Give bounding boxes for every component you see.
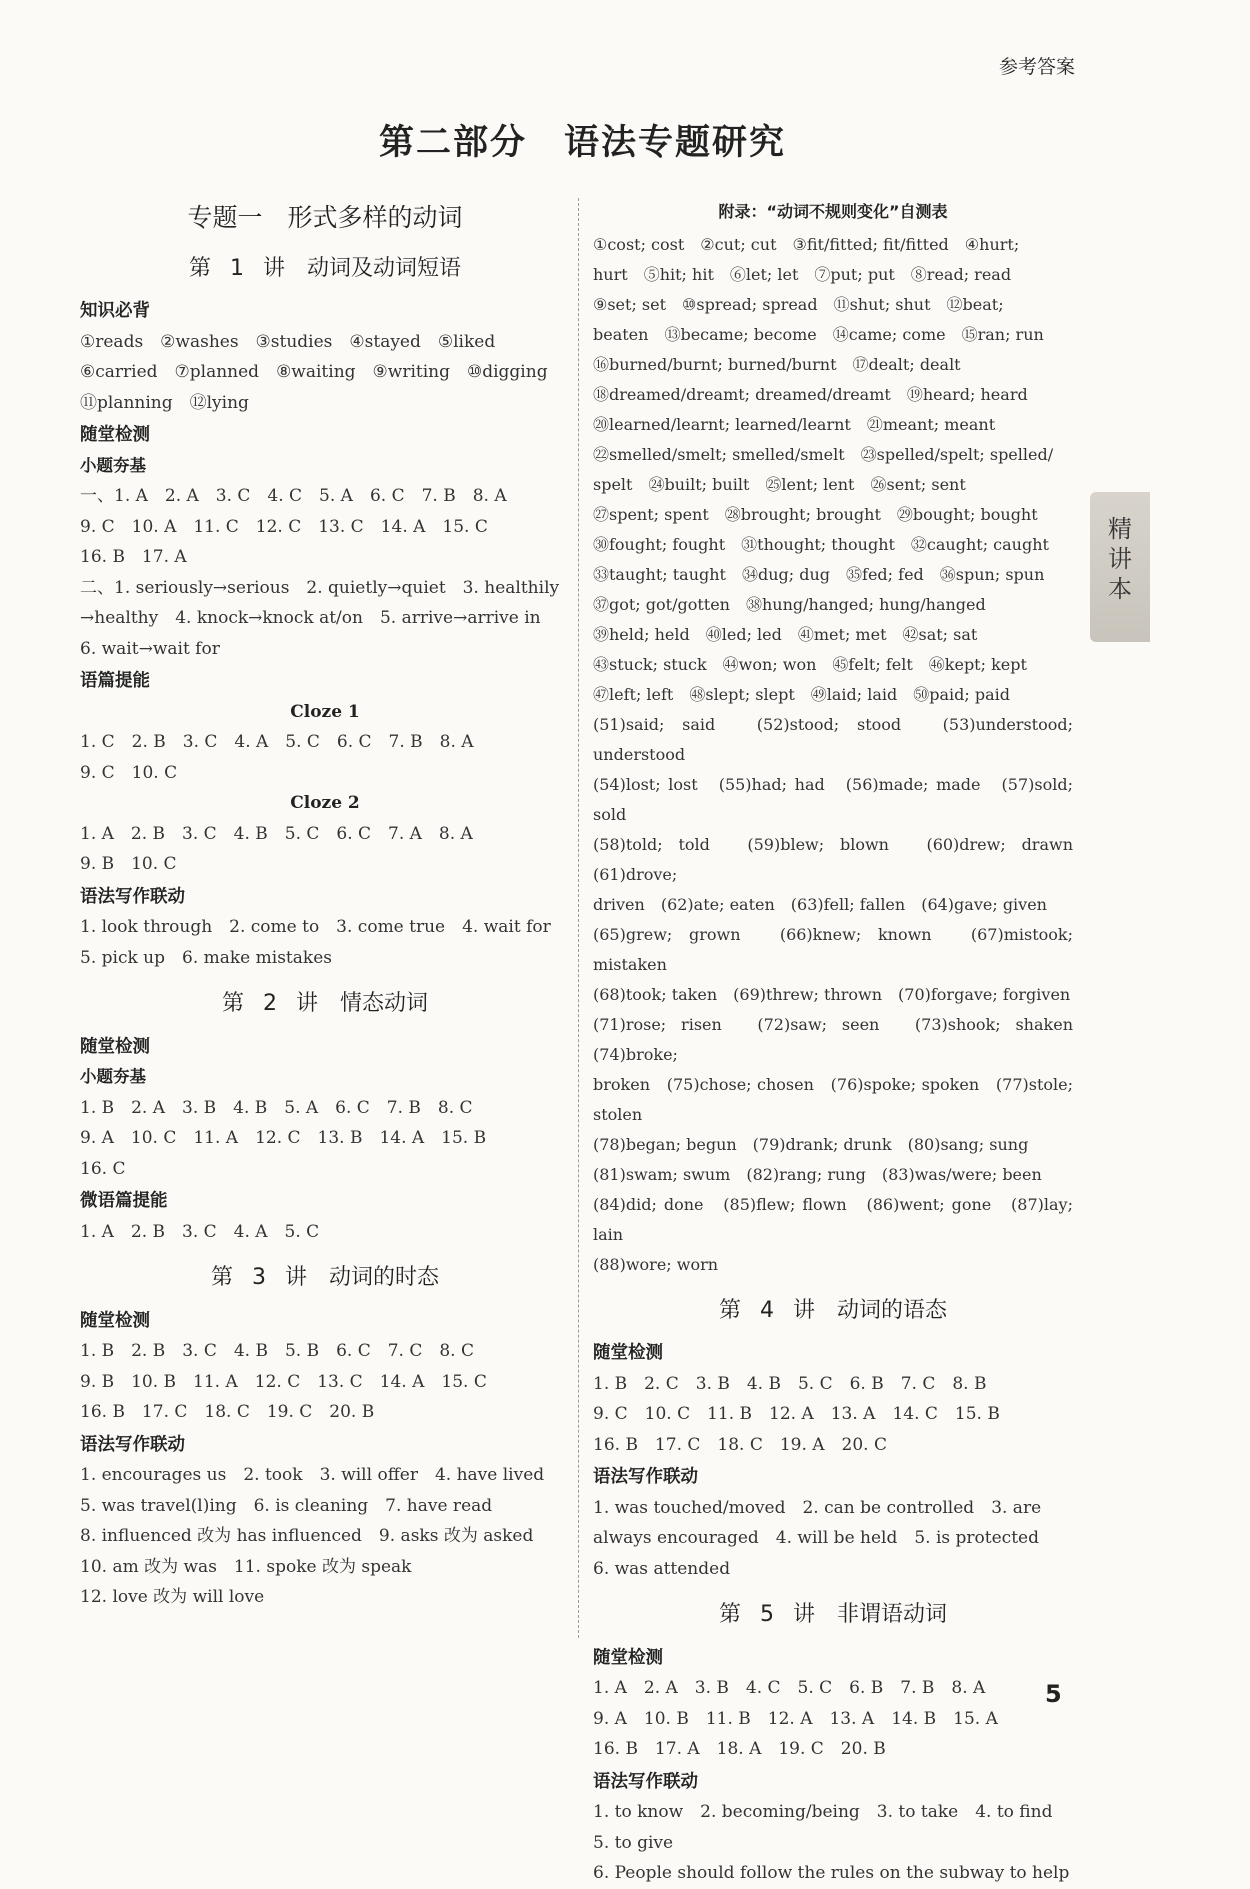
appendix-line: (68)took; taken (69)threw; thrown (70)forgave; forgiven [593,984,1071,1004]
answer-line: 16. B 17. A 18. A 19. C 20. B [593,1739,886,1759]
section-label: 随堂检测 [593,1647,663,1668]
answer-line: 1. encourages us 2. took 3. will offer 4. have lived [80,1465,545,1485]
answer-line: ①reads ②washes ③studies ④stayed ⑤liked [80,331,496,352]
appendix-line: ⑯burned/burnt; burned/burnt ⑰dealt; dealt [593,354,961,374]
answer-line: 16. B 17. C 18. C 19. A 20. C [593,1434,887,1455]
lecture-5 [593,1600,1073,1889]
answer-line: 一、1. A 2. A 3. C 4. C 5. A 6. C 7. B 8. A [80,486,507,506]
answer-line: 12. love 改为 will love [80,1587,265,1607]
appendix-line: (71)rose; risen (72)saw; seen (73)shook; shaken (74)broke; [593,1014,1090,1064]
section-label: 随堂检测 [593,1343,663,1363]
answer-line: 6. People should follow the rules on the subway to help [593,1863,1070,1883]
topic-title: 专题一 形式多样的动词 [187,203,463,232]
appendix-list [593,230,1090,1280]
appendix-line: (58)told; told (59)blew; blown (60)drew; drawn (61)drove; [593,834,1090,884]
section-label: 语法写作联动 [593,1467,698,1487]
subsection-label: 小题夯基 [80,455,146,475]
lecture-title: 第 4 讲 动词的语态 [719,1297,947,1323]
appendix-line: beaten ⑬became; become ⑭came; come ⑮ran; run [593,324,1044,344]
answer-line: 5. to give [593,1832,674,1853]
lecture-3 [80,1263,570,1613]
answer-line: 5. pick up 6. make mistakes [80,947,332,968]
answer-line: 9. C 10. C [80,762,178,783]
answer-line: 1. look through 2. come to 3. come true 4. wait for [80,917,551,937]
answer-line: 9. B 10. C [80,854,177,874]
appendix-line: broken (75)chose; chosen (76)spoke; spoken (77)stole; stolen [593,1074,1073,1124]
lecture-1 [80,254,570,974]
column-divider [578,198,579,1638]
right-column [593,197,1090,1889]
appendix-line: ㉚fought; fought ㉛thought; thought ㉜caught; caught [593,534,1049,554]
section-label: 知识必背 [80,301,150,321]
answer-line: 1. B 2. C 3. B 4. B 5. C 6. B 7. C 8. B [593,1373,987,1394]
answer-line: 10. am 改为 was 11. spoke 改为 speak [80,1556,412,1577]
section-label: 随堂检测 [80,1036,150,1057]
answer-line: 8. influenced 改为 has influenced 9. asks 改为 asked [80,1526,534,1546]
answer-line: 5. was travel(l)ing 6. is cleaning 7. have read [80,1495,493,1516]
appendix-line: ①cost; cost ②cut; cut ③fit/fitted; fit/fitted ④hurt; [593,234,1020,254]
appendix-line: ⑱dreamed/dreamt; dreamed/dreamt ⑲heard; heard [593,384,1028,404]
lecture-4 [593,1296,1073,1585]
left-column [80,195,570,1613]
side-tab-char: 讲 [1108,545,1132,573]
cloze-title: Cloze 2 [290,793,360,813]
answer-line: 1. was touched/moved 2. can be controlled 3. are [593,1497,1042,1518]
appendix-line: ㉗spent; spent ㉘brought; brought ㉙bought; bought [593,504,1038,524]
appendix-line: (51)said; said (52)stood; stood (53)understood; understood [593,714,1073,764]
answer-line: ⑥carried ⑦planned ⑧waiting ⑨writing ⑩digging [80,362,548,382]
answer-line: →healthy 4. knock→knock at/on 5. arrive→arrive in [80,608,541,628]
answer-line: 二、1. seriously→serious 2. quietly→quiet 3. healthily [80,577,560,598]
appendix-line: spelt ㉔built; built ㉕lent; lent ㉖sent; sent [593,474,966,494]
appendix-line: ㉒smelled/smelt; smelled/smelt ㉓spelled/spelt; spelled/ [593,444,1054,464]
answer-line: 9. C 10. C 11. B 12. A 13. A 14. C 15. B [593,1404,1000,1424]
answer-line: 9. C 10. A 11. C 12. C 13. C 14. A 15. C [80,516,488,537]
answer-line: 16. B 17. A [80,547,187,567]
appendix-line: (84)did; done (85)flew; flown (86)went; gone (87)lay; lain [593,1194,1073,1244]
appendix-line: (88)wore; worn [593,1254,719,1274]
appendix-title: 附录：“动词不规则变化”自测表 [718,202,948,221]
lecture-title: 第 1 讲 动词及动词短语 [189,255,461,281]
side-tab-char: 本 [1108,575,1132,603]
appendix-line: (54)lost; lost (55)had; had (56)made; made (57)sold; sold [593,774,1073,824]
answer-line: 1. A 2. B 3. C 4. B 5. C 6. C 7. A 8. A [80,823,473,844]
appendix-line: ㊸stuck; stuck ㊹won; won ㊺felt; felt ㊻kept; kept [593,654,1027,674]
subsection-label: 小题夯基 [80,1067,146,1086]
section-label: 语法写作联动 [593,1771,698,1792]
appendix-line: driven (62)ate; eaten (63)fell; fallen (64)gave; given [593,894,1047,914]
lecture-title: 第 5 讲 非谓语动词 [719,1602,947,1627]
answer-line: 6. was attended [593,1558,731,1579]
side-tab-char: 精 [1108,515,1132,543]
lecture-title: 第 3 讲 动词的时态 [211,1265,439,1290]
answer-line: 9. B 10. B 11. A 12. C 13. C 14. A 15. C [80,1371,487,1392]
answer-line: 16. B 17. C 18. C 19. C 20. B [80,1402,375,1422]
appendix-line: (65)grew; grown (66)knew; known (67)mistook; mistaken [593,924,1073,974]
answer-line: 9. A 10. C 11. A 12. C 13. B 14. A 15. B [80,1128,487,1148]
answer-line: always encouraged 4. will be held 5. is protected [593,1528,1039,1548]
appendix-line: (78)began; begun (79)drank; drunk (80)sang; sung [593,1134,1029,1154]
part-title: 第二部分 语法专题研究 [378,123,786,163]
appendix-line: (81)swam; swum (82)rang; rung (83)was/were; been [593,1164,1042,1184]
appendix-line: ㉝taught; taught ㉞dug; dug ㉟fed; fed ㊱spun; spun [593,564,1045,584]
section-label: 语法写作联动 [80,886,185,907]
answer-line: 1. B 2. A 3. B 4. B 5. A 6. C 7. B 8. C [80,1097,473,1118]
appendix-line: ㊲got; got/gotten ㊳hung/hanged; hung/hanged [593,594,986,614]
answer-line: 16. C [80,1158,126,1179]
answer-line: 9. A 10. B 11. B 12. A 13. A 14. B 15. A [593,1708,998,1729]
lecture-title: 第 2 讲 情态动词 [222,991,428,1016]
section-label: 语篇提能 [80,671,150,691]
section-label: 微语篇提能 [80,1191,168,1211]
appendix-line: ⑨set; set ⑩spread; spread ⑪shut; shut ⑫beat; [593,294,1004,314]
appendix-line: ⑳learned/learnt; learned/learnt ㉑meant; meant [593,414,996,434]
side-tab [1090,492,1150,642]
answer-line: ⑪planning ⑫lying [80,392,249,413]
answer-line: 6. wait→wait for [80,638,220,659]
cloze-title: Cloze 1 [290,701,360,722]
answer-line: 1. C 2. B 3. C 4. A 5. C 6. C 7. B 8. A [80,732,474,752]
appendix-line: hurt ⑤hit; hit ⑥let; let ⑦put; put ⑧read; read [593,264,1012,284]
answer-line: 1. B 2. B 3. C 4. B 5. B 6. C 7. C 8. C [80,1341,474,1361]
lecture-2 [80,989,570,1247]
answer-line: 1. A 2. B 3. C 4. A 5. C [80,1221,320,1242]
answer-line: 1. A 2. A 3. B 4. C 5. C 6. B 7. B 8. A [593,1678,986,1698]
appendix-line: ㊼left; left ㊽slept; slept ㊾laid; laid ㊿paid; paid [593,684,1011,704]
section-label: 语法写作联动 [80,1434,185,1455]
answer-line: 1. to know 2. becoming/being 3. to take 4. to find [593,1802,1053,1822]
section-label: 随堂检测 [80,1310,150,1331]
section-label: 随堂检测 [80,425,150,445]
page-number: 5 [1045,1680,1062,1708]
appendix-line: ㊴held; held ㊵led; led ㊶met; met ㊷sat; sat [593,624,978,644]
page-header: 参考答案 [998,56,1075,78]
